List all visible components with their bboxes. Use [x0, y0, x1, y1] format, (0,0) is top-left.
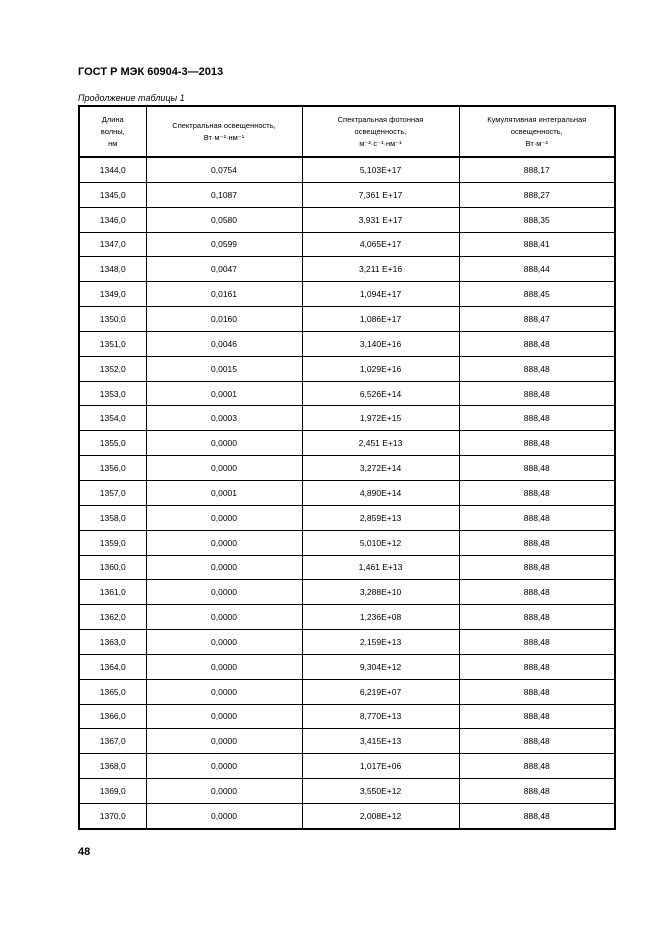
- spectral-irradiance-cell: 0,0000: [146, 456, 302, 481]
- wavelength-cell: 1353,0: [79, 381, 146, 406]
- wavelength-cell: 1350,0: [79, 307, 146, 332]
- cumulative-irradiance-cell: 888,48: [459, 803, 615, 828]
- photon-irradiance-cell: 5,010E+12: [302, 530, 459, 555]
- wavelength-cell: 1352,0: [79, 356, 146, 381]
- spectral-irradiance-cell: 0,0003: [146, 406, 302, 431]
- wavelength-cell: 1356,0: [79, 456, 146, 481]
- table-header-row: [79, 106, 615, 157]
- spectral-irradiance-cell: 0,0000: [146, 630, 302, 655]
- photon-irradiance-cell: 2,159E+13: [302, 630, 459, 655]
- spectral-irradiance-cell: 0,0047: [146, 257, 302, 282]
- wavelength-cell: 1368,0: [79, 754, 146, 779]
- page-number: 48: [78, 846, 91, 858]
- photon-irradiance-cell: 4,065E+17: [302, 232, 459, 257]
- photon-irradiance-cell: 3,415E+13: [302, 729, 459, 754]
- cumulative-irradiance-cell: 888,48: [459, 605, 615, 630]
- cumulative-irradiance-cell: 888,48: [459, 431, 615, 456]
- photon-irradiance-cell: 7,361 E+17: [302, 182, 459, 207]
- column-header-line: освещенность,: [354, 126, 407, 136]
- wavelength-cell: 1369,0: [79, 779, 146, 804]
- wavelength-cell: 1347,0: [79, 232, 146, 257]
- column-header-line: Спектральная освещенность,: [172, 120, 276, 130]
- table-row: [79, 257, 615, 282]
- table-row: [79, 480, 615, 505]
- photon-irradiance-cell: 1,086E+17: [302, 307, 459, 332]
- cumulative-irradiance-cell: 888,41: [459, 232, 615, 257]
- column-header-unit: Вт·м⁻²: [525, 138, 548, 148]
- photon-irradiance-cell: 2,008E+12: [302, 803, 459, 828]
- spectral-irradiance-cell: 0,0046: [146, 331, 302, 356]
- photon-irradiance-cell: 3,550E+12: [302, 779, 459, 804]
- table-row: [79, 406, 615, 431]
- table-row: [79, 580, 615, 605]
- table-row: [79, 605, 615, 630]
- cumulative-irradiance-cell: 888,45: [459, 282, 615, 307]
- spectral-irradiance-cell: 0,0000: [146, 505, 302, 530]
- photon-irradiance-cell: 1,461 E+13: [302, 555, 459, 580]
- spectral-irradiance-cell: 0,0015: [146, 356, 302, 381]
- wavelength-cell: 1364,0: [79, 654, 146, 679]
- table-row: [79, 630, 615, 655]
- cumulative-irradiance-cell: 888,48: [459, 505, 615, 530]
- spectral-irradiance-cell: 0,0000: [146, 779, 302, 804]
- table-body: [79, 157, 615, 829]
- photon-irradiance-cell: 6,526E+14: [302, 381, 459, 406]
- photon-irradiance-cell: 8,770E+13: [302, 704, 459, 729]
- column-header-unit: Вт·м⁻²·нм⁻¹: [203, 132, 245, 142]
- spectral-irradiance-cell: 0,0000: [146, 605, 302, 630]
- cumulative-irradiance-cell: 888,48: [459, 754, 615, 779]
- wavelength-cell: 1361,0: [79, 580, 146, 605]
- cumulative-irradiance-cell: 888,48: [459, 630, 615, 655]
- column-header-line: освещенность,: [510, 126, 563, 136]
- spectral-irradiance-cell: 0,0599: [146, 232, 302, 257]
- wavelength-cell: 1349,0: [79, 282, 146, 307]
- photon-irradiance-cell: 1,972E+15: [302, 406, 459, 431]
- table-row: [79, 182, 615, 207]
- photon-irradiance-cell: 1,029E+16: [302, 356, 459, 381]
- column-header-spectral-irradiance: [146, 106, 302, 157]
- cumulative-irradiance-cell: 888,48: [459, 555, 615, 580]
- table-row: [79, 331, 615, 356]
- photon-irradiance-cell: 2,451 E+13: [302, 431, 459, 456]
- column-header-line: Кумулятивная интегральная: [487, 114, 587, 124]
- cumulative-irradiance-cell: 888,27: [459, 182, 615, 207]
- spectral-irradiance-cell: 0,0000: [146, 679, 302, 704]
- table-row: [79, 307, 615, 332]
- document-header: ГОСТ Р МЭК 60904-3—2013: [78, 66, 224, 78]
- cumulative-irradiance-cell: 888,48: [459, 654, 615, 679]
- column-header-line: нм: [108, 138, 118, 148]
- photon-irradiance-cell: 1,236E+08: [302, 605, 459, 630]
- cumulative-irradiance-cell: 888,48: [459, 729, 615, 754]
- cumulative-irradiance-cell: 888,48: [459, 704, 615, 729]
- table-row: [79, 505, 615, 530]
- wavelength-cell: 1367,0: [79, 729, 146, 754]
- column-header-unit: м⁻²·с⁻¹·нм⁻¹: [359, 138, 402, 148]
- spectral-irradiance-cell: 0,0000: [146, 704, 302, 729]
- wavelength-cell: 1363,0: [79, 630, 146, 655]
- spectral-irradiance-cell: 0,0000: [146, 530, 302, 555]
- wavelength-cell: 1354,0: [79, 406, 146, 431]
- cumulative-irradiance-cell: 888,48: [459, 331, 615, 356]
- spectral-irradiance-cell: 0,0161: [146, 282, 302, 307]
- table-row: [79, 530, 615, 555]
- cumulative-irradiance-cell: 888,48: [459, 530, 615, 555]
- cumulative-irradiance-cell: 888,48: [459, 406, 615, 431]
- spectral-irradiance-cell: 0,0000: [146, 729, 302, 754]
- wavelength-cell: 1345,0: [79, 182, 146, 207]
- table-row: [79, 282, 615, 307]
- spectral-irradiance-cell: 0,0001: [146, 480, 302, 505]
- photon-irradiance-cell: 2,859E+13: [302, 505, 459, 530]
- spectral-irradiance-cell: 0,0000: [146, 431, 302, 456]
- wavelength-cell: 1344,0: [79, 157, 146, 182]
- cumulative-irradiance-cell: 888,48: [459, 580, 615, 605]
- data-table: [78, 105, 616, 830]
- table-row: [79, 356, 615, 381]
- column-header-wavelength: [79, 106, 146, 157]
- cumulative-irradiance-cell: 888,17: [459, 157, 615, 182]
- table-row: [79, 779, 615, 804]
- cumulative-irradiance-cell: 888,48: [459, 480, 615, 505]
- wavelength-cell: 1359,0: [79, 530, 146, 555]
- photon-irradiance-cell: 3,140E+16: [302, 331, 459, 356]
- column-header-line: волны,: [100, 126, 125, 136]
- photon-irradiance-cell: 3,931 E+17: [302, 207, 459, 232]
- wavelength-cell: 1348,0: [79, 257, 146, 282]
- table-row: [79, 555, 615, 580]
- spectral-irradiance-cell: 0,0000: [146, 580, 302, 605]
- cumulative-irradiance-cell: 888,48: [459, 679, 615, 704]
- wavelength-cell: 1346,0: [79, 207, 146, 232]
- table-row: [79, 381, 615, 406]
- table-row: [79, 207, 615, 232]
- spectral-irradiance-cell: 0,0754: [146, 157, 302, 182]
- spectral-irradiance-cell: 0,0000: [146, 803, 302, 828]
- photon-irradiance-cell: 3,288E+10: [302, 580, 459, 605]
- cumulative-irradiance-cell: 888,35: [459, 207, 615, 232]
- cumulative-irradiance-cell: 888,48: [459, 381, 615, 406]
- table-row: [79, 679, 615, 704]
- table-row: [79, 232, 615, 257]
- photon-irradiance-cell: 3,272E+14: [302, 456, 459, 481]
- cumulative-irradiance-cell: 888,48: [459, 779, 615, 804]
- spectral-irradiance-cell: 0,0160: [146, 307, 302, 332]
- wavelength-cell: 1370,0: [79, 803, 146, 828]
- photon-irradiance-cell: 1,094E+17: [302, 282, 459, 307]
- table-row: [79, 456, 615, 481]
- column-header-cumulative-irradiance: [459, 106, 615, 157]
- cumulative-irradiance-cell: 888,44: [459, 257, 615, 282]
- table-row: [79, 654, 615, 679]
- wavelength-cell: 1351,0: [79, 331, 146, 356]
- spectral-irradiance-cell: 0,0000: [146, 654, 302, 679]
- wavelength-cell: 1365,0: [79, 679, 146, 704]
- table-row: [79, 704, 615, 729]
- cumulative-irradiance-cell: 888,48: [459, 456, 615, 481]
- spectral-irradiance-cell: 0,0580: [146, 207, 302, 232]
- table-caption: Продолжение таблицы 1: [78, 93, 185, 103]
- wavelength-cell: 1366,0: [79, 704, 146, 729]
- photon-irradiance-cell: 5,103E+17: [302, 157, 459, 182]
- table-row: [79, 754, 615, 779]
- spectral-irradiance-cell: 0,1087: [146, 182, 302, 207]
- wavelength-cell: 1357,0: [79, 480, 146, 505]
- table-row: [79, 157, 615, 182]
- photon-irradiance-cell: 3,211 E+16: [302, 257, 459, 282]
- photon-irradiance-cell: 1,017E+06: [302, 754, 459, 779]
- wavelength-cell: 1360,0: [79, 555, 146, 580]
- wavelength-cell: 1358,0: [79, 505, 146, 530]
- column-header-line: Спектральная фотонная: [337, 114, 424, 124]
- wavelength-cell: 1355,0: [79, 431, 146, 456]
- cumulative-irradiance-cell: 888,47: [459, 307, 615, 332]
- column-header-line: Длина: [101, 114, 124, 124]
- table-row: [79, 803, 615, 828]
- spectral-irradiance-cell: 0,0000: [146, 754, 302, 779]
- photon-irradiance-cell: 9,304E+12: [302, 654, 459, 679]
- cumulative-irradiance-cell: 888,48: [459, 356, 615, 381]
- photon-irradiance-cell: 6,219E+07: [302, 679, 459, 704]
- table-row: [79, 729, 615, 754]
- spectral-irradiance-cell: 0,0001: [146, 381, 302, 406]
- column-header-photon-irradiance: [302, 106, 459, 157]
- table-row: [79, 431, 615, 456]
- spectral-irradiance-cell: 0,0000: [146, 555, 302, 580]
- photon-irradiance-cell: 4,890E+14: [302, 480, 459, 505]
- wavelength-cell: 1362,0: [79, 605, 146, 630]
